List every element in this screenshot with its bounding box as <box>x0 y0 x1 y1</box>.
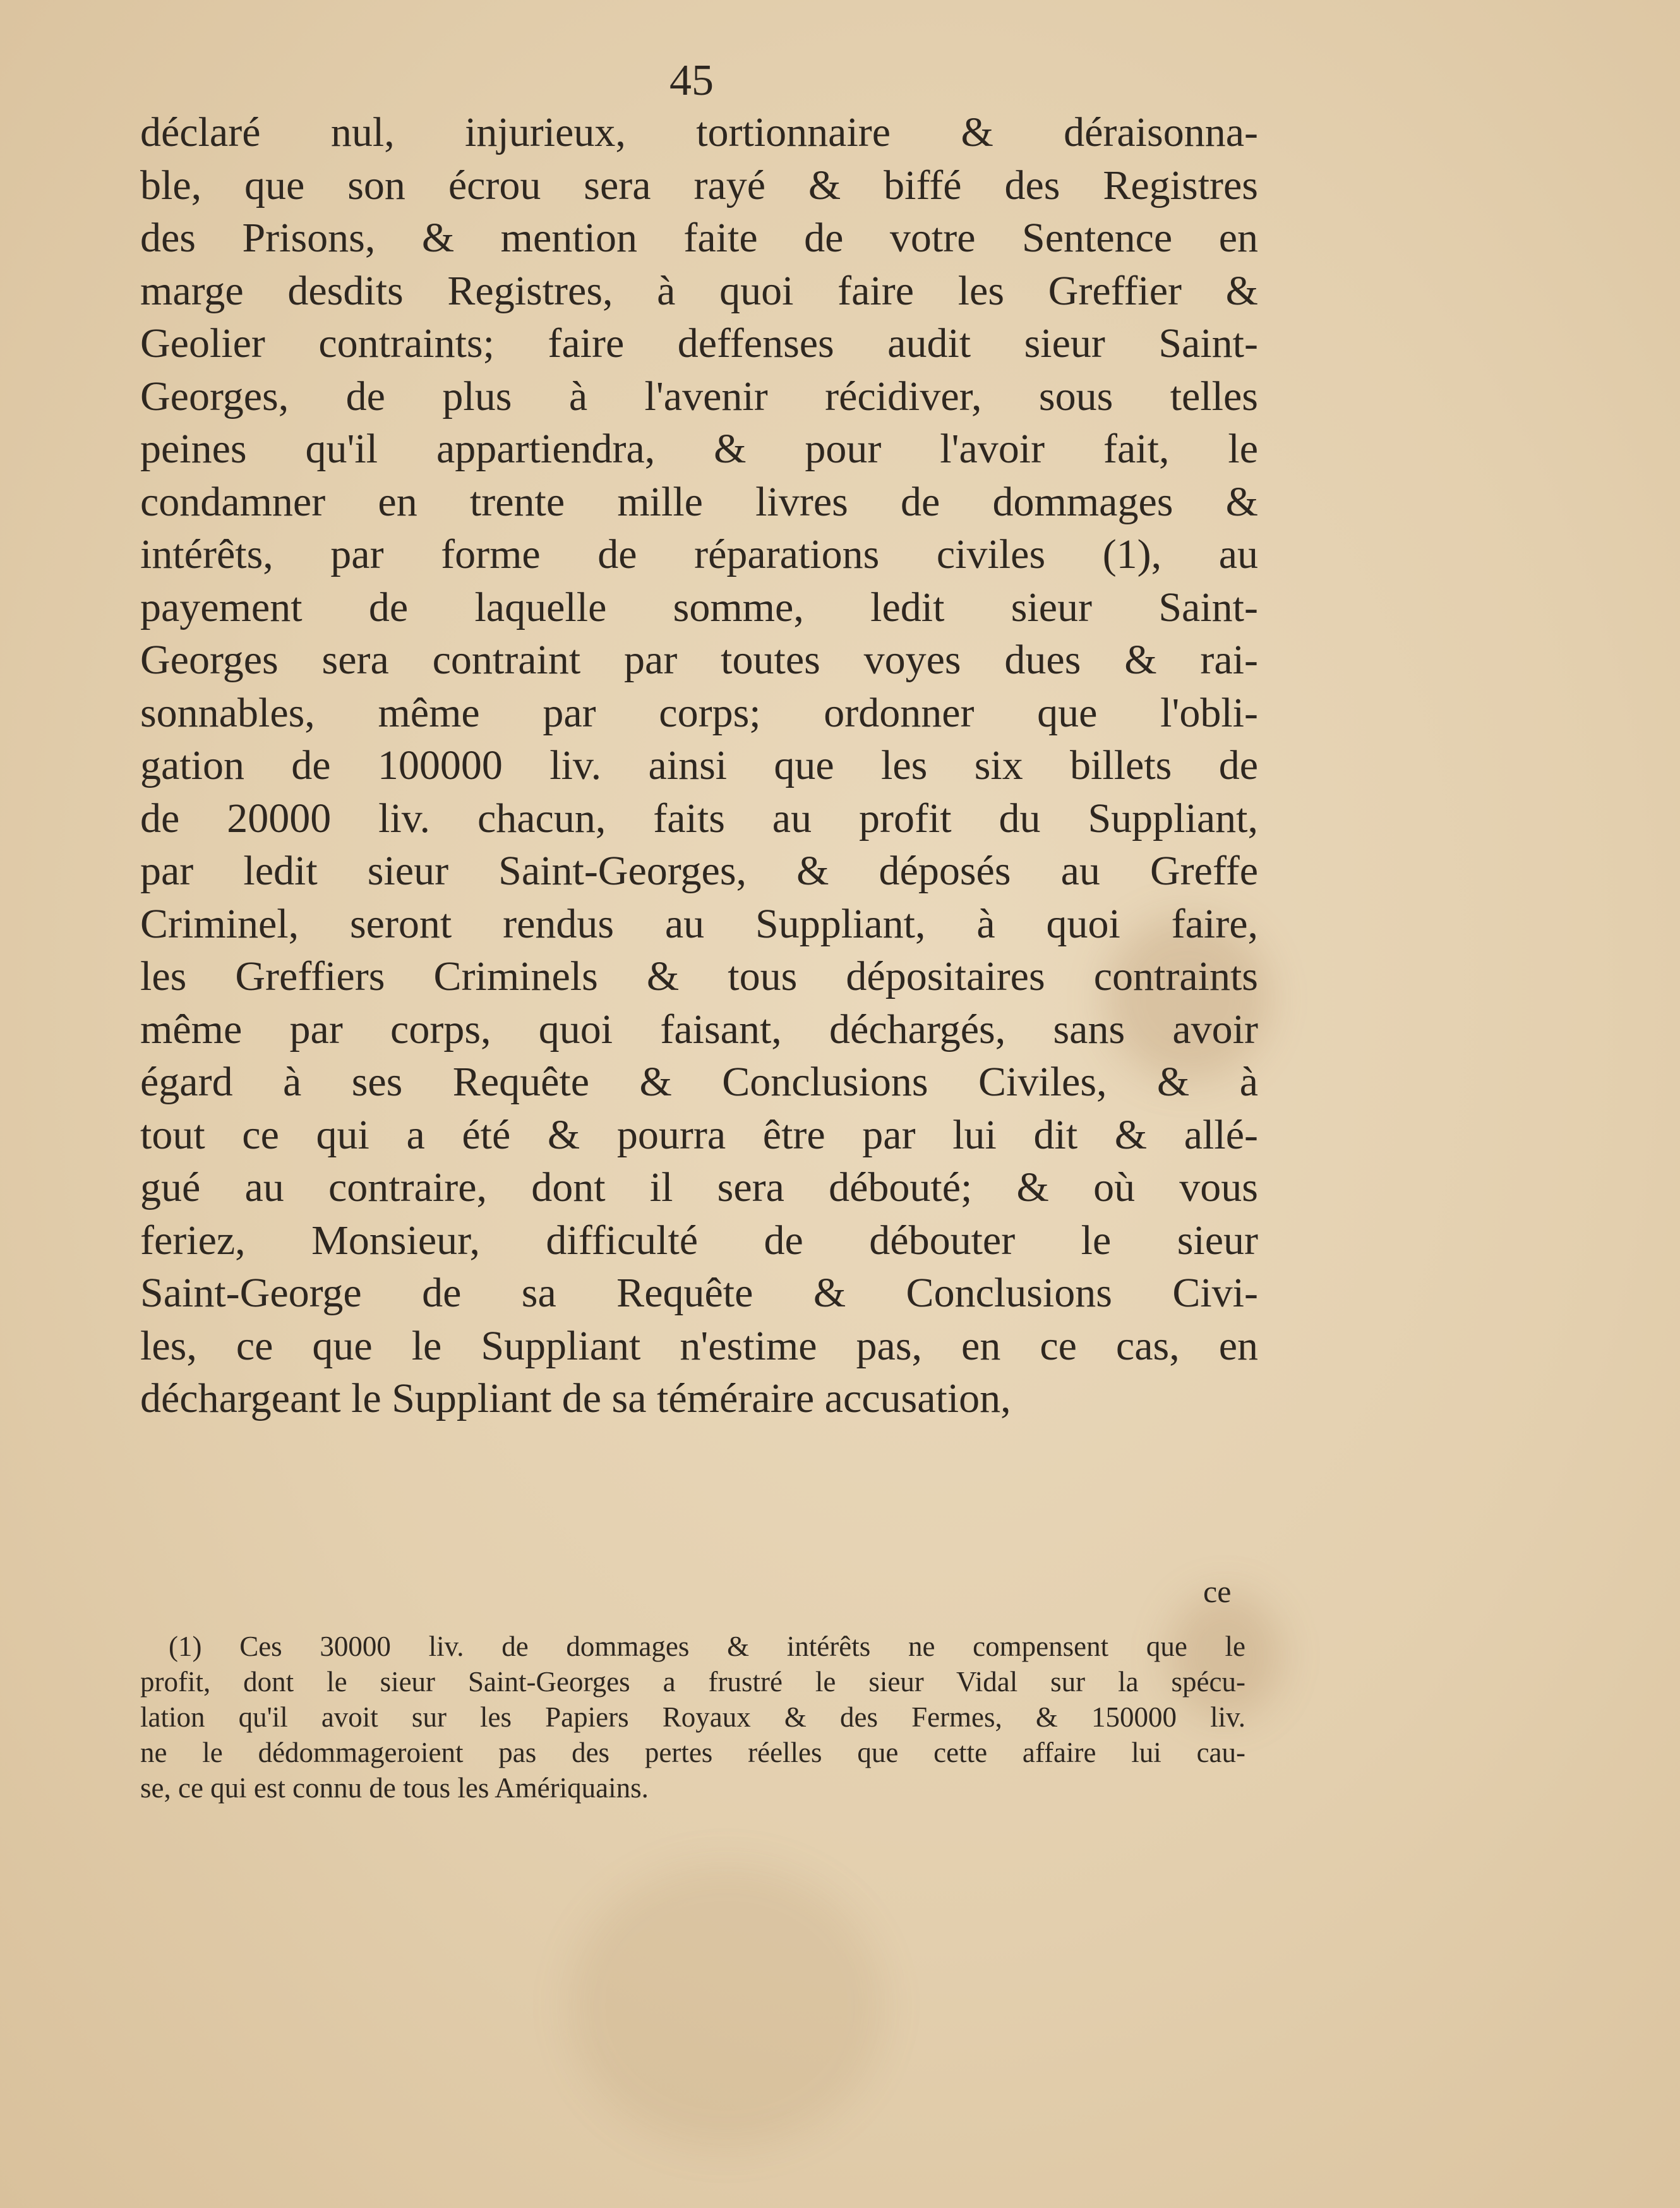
body-text <box>140 106 1258 1425</box>
text-line: ble, que son écrou sera rayé & biffé des Registres <box>140 162 1258 208</box>
text-line: payement de laquelle somme, ledit sieur Saint- <box>140 584 1258 630</box>
paper-stain <box>568 1864 884 2148</box>
text-line: par ledit sieur Saint-Georges, & déposés au Greffe <box>140 848 1258 894</box>
text-line: de 20000 liv. chacun, faits au profit du Suppliant, <box>140 795 1258 842</box>
text-line: gation de 100000 liv. ainsi que les six billets de <box>140 742 1258 788</box>
footnote-line: ne le dédommageroient pas des pertes réelles que cette affaire lui cau- <box>140 1737 1245 1768</box>
text-line: Georges sera contraint par toutes voyes dues & rai- <box>140 637 1258 683</box>
footnote-line: profit, dont le sieur Saint-Georges a frustré le sieur Vidal sur la spécu- <box>140 1666 1245 1698</box>
text-line: tout ce qui a été & pourra être par lui dit & allé- <box>140 1111 1258 1158</box>
catchword: ce <box>1203 1574 1232 1609</box>
text-line: les, ce que le Suppliant n'estime pas, en ce cas, en <box>140 1322 1258 1369</box>
footnote-line: (1) Ces 30000 liv. de dommages & intérêts ne compensent que le <box>169 1631 1245 1662</box>
text-line: Criminel, seront rendus au Suppliant, à quoi faire, <box>140 900 1258 947</box>
text-line: Saint-George de sa Requête & Conclusions Civi- <box>140 1270 1258 1316</box>
text-line: sonnables, même par corps; ordonner que l'obli- <box>140 689 1258 736</box>
page-number: 45 <box>669 56 714 105</box>
text-line: feriez, Monsieur, difficulté de débouter le sieur <box>140 1217 1258 1264</box>
text-line: Geolier contraints; faire deffenses audit sieur Saint- <box>140 320 1258 366</box>
footnote-line: se, ce qui est connu de tous les Amériquains. <box>140 1772 649 1804</box>
footnote-line: lation qu'il avoit sur les Papiers Royaux & des Fermes, & 150000 liv. <box>140 1701 1245 1733</box>
text-line: même par corps, quoi faisant, déchargés, sans avoir <box>140 1006 1258 1053</box>
footnote <box>140 1629 1245 1806</box>
text-line: déclaré nul, injurieux, tortionnaire & déraisonna- <box>140 109 1258 155</box>
text-line: les Greffiers Criminels & tous dépositaires contraints <box>140 953 1258 999</box>
text-line: des Prisons, & mention faite de votre Sentence en <box>140 215 1258 261</box>
text-line: gué au contraire, dont il sera débouté; & où vous <box>140 1164 1258 1210</box>
text-line: peines qu'il appartiendra, & pour l'avoir fait, le <box>140 426 1258 472</box>
text-line: intérêts, par forme de réparations civiles (1), au <box>140 531 1258 577</box>
text-line: déchargeant le Suppliant de sa téméraire accusation, <box>140 1375 1011 1421</box>
text-line: égard à ses Requête & Conclusions Civiles, & à <box>140 1059 1258 1105</box>
text-line: condamner en trente mille livres de dommages & <box>140 478 1258 525</box>
text-line: marge desdits Registres, à quoi faire les Greffier & <box>140 267 1258 314</box>
text-line: Georges, de plus à l'avenir récidiver, sous telles <box>140 373 1258 419</box>
